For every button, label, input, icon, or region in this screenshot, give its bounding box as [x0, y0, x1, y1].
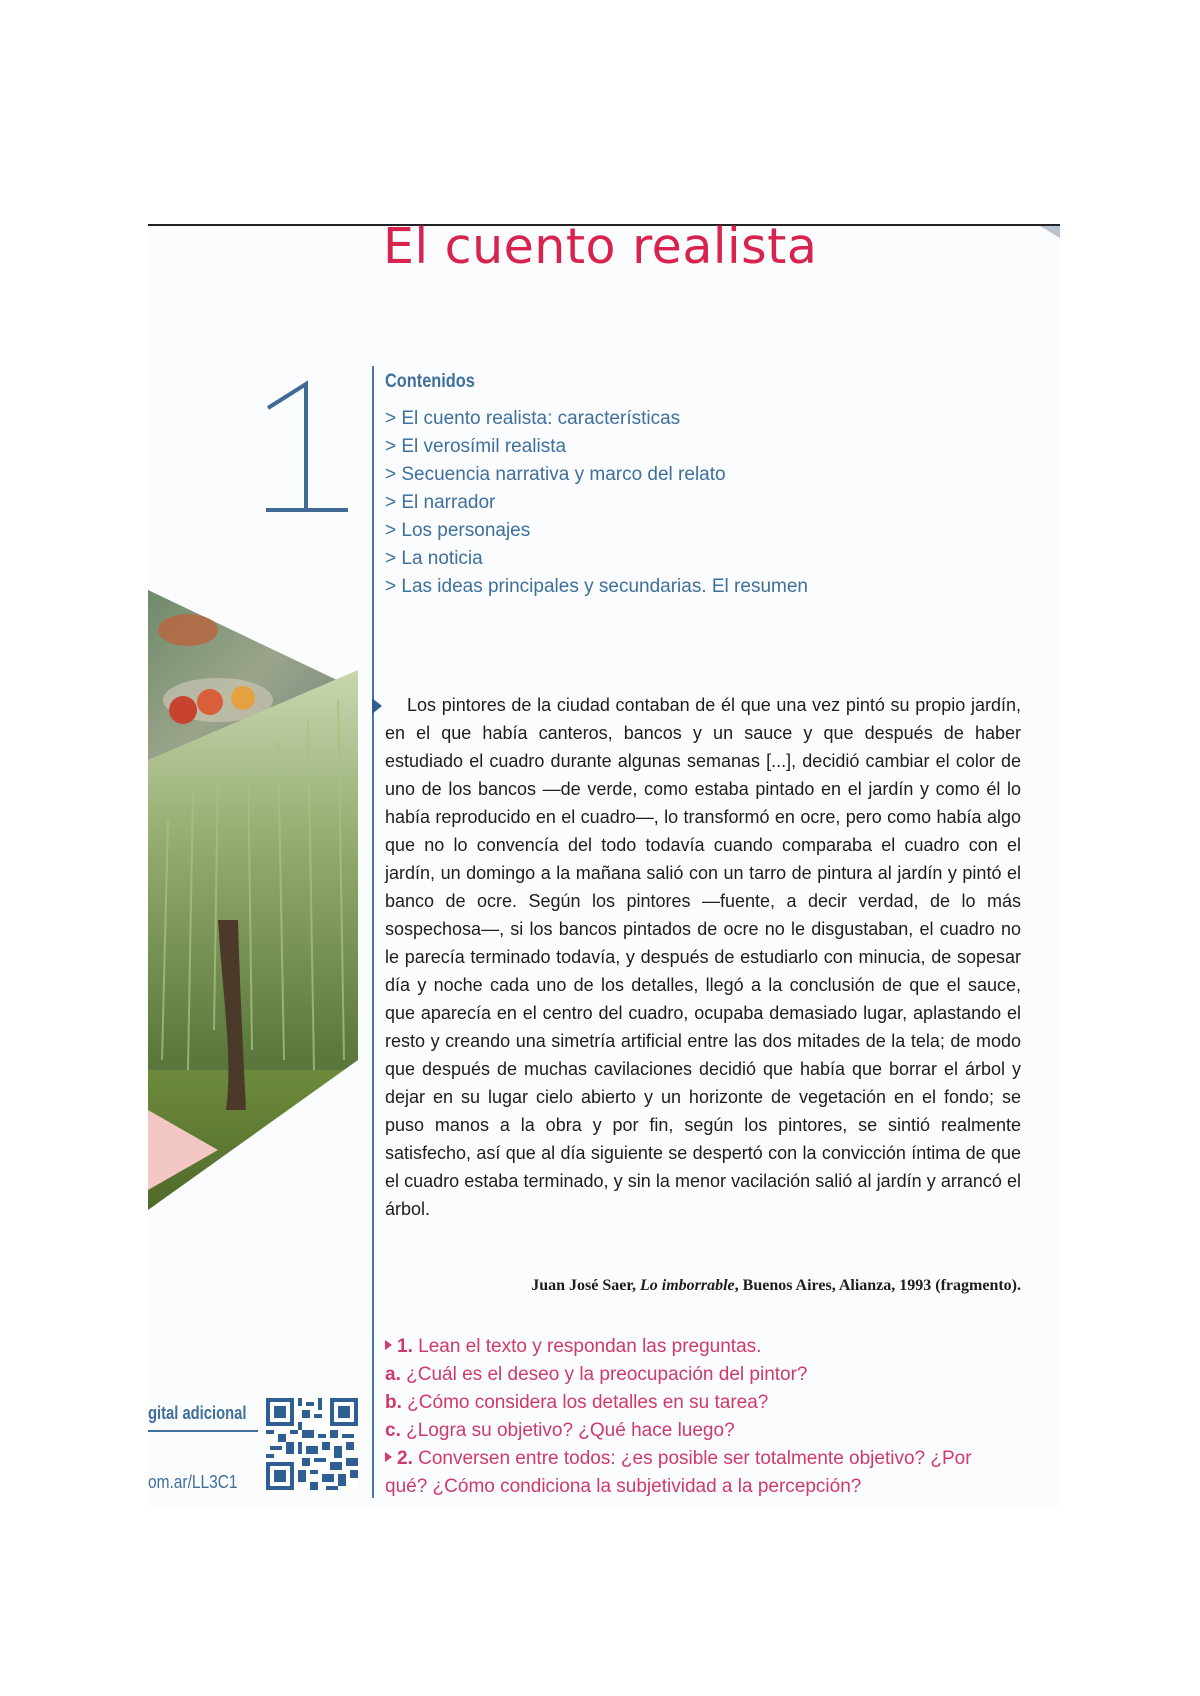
question-number: 1.	[397, 1336, 413, 1357]
story-excerpt: Los pintores de la ciudad contaban de él que una vez pintó su propio jardín, en el que había canteros, bancos y un sauce y que después de haber estudiado el cuadro durante algunas semanas [...], decidió cambiar el color de uno de los bancos —de verde, como estaba pintado en el jardín y como él lo había reproducido en el cuadro—, lo transformó en ocre, pero como había algo que no lo convencía del todo todavía cuando comparaba el cuadro con el jardín, un domingo a la mañana salió con un tarro de pintura al jardín y pintó el banco de ocre. Según los pintores —fuente, a decir verdad, de lo más sospechosa—, si los bancos pintados de ocre no le disgustaban, el cuadro no le parecía terminado todavía, y después de estudiarlo con minucia, de sopesar día y noche cada uno de los detalles, llegó a la conclusión de que el sauce, que aparecía en el centro del cuadro, ocupaba demasiado lugar, aplastando el resto y creando una simetría artificial entre las dos mitades de la tela; de modo que después de muchas cavilaciones decidió que había que borrar el árbol y dejar en su lugar cielo abierto y un horizonte de vegetación en el fondo; se puso manos a la obra y por fin, según los pintores, se sintió realmente satisfecho, así que al día siguiente se despertó con la convicción íntima de que el cuadro estaba terminado, y sin la menor vacilación salió al jardín y arrancó el árbol.	[385, 695, 1021, 1219]
contents-heading: Contenidos	[385, 371, 475, 392]
question	[385, 1445, 1045, 1473]
questions-block	[385, 1333, 1045, 1501]
question-continuation	[385, 1473, 1045, 1501]
corner-tab	[1040, 226, 1060, 238]
question-text: ¿Logra su objetivo? ¿Qué hace luego?	[400, 1420, 735, 1441]
arrow-icon	[385, 1340, 392, 1350]
digital-label: gital adicional	[148, 1403, 247, 1423]
margin-rule	[372, 366, 374, 1498]
question-text: ¿Cuál es el deseo y la preocupación del pintor?	[400, 1364, 808, 1385]
painting-fruit	[169, 696, 197, 724]
question-text: ¿Cómo considera los detalles en su tarea?	[401, 1392, 769, 1413]
qr-code-icon[interactable]	[266, 1398, 358, 1490]
citation-rest: , Buenos Aires, Alianza, 1993 (fragmento).	[734, 1277, 1021, 1294]
question-text: Lean el texto y respondan las preguntas.	[412, 1336, 762, 1357]
question	[385, 1389, 1045, 1417]
painting-fruit	[231, 686, 255, 710]
excerpt-marker	[372, 698, 382, 714]
question-text: qué? ¿Cómo condiciona la subjetividad a la percepción?	[385, 1476, 862, 1497]
contents-item: > El narrador	[385, 492, 496, 513]
chapter-number	[262, 380, 352, 520]
question	[385, 1333, 1045, 1361]
question-letter: a.	[385, 1364, 401, 1385]
contents-item: > Los personajes	[385, 520, 531, 541]
digital-label-underline	[148, 1430, 258, 1432]
question	[385, 1417, 1045, 1445]
contents-item: > Secuencia narrativa y marco del relato	[385, 464, 726, 485]
photo-collage	[148, 590, 358, 1210]
page-title: El cuento realista	[383, 218, 818, 275]
arrow-icon	[385, 1452, 392, 1462]
citation-work: Lo imborrable	[639, 1277, 735, 1294]
citation	[385, 1277, 1021, 1295]
contents-item: > El cuento realista: características	[385, 408, 681, 429]
question	[385, 1361, 1045, 1389]
painting-fruit	[197, 689, 223, 715]
painting-detail	[158, 614, 218, 646]
question-letter: b.	[385, 1392, 402, 1413]
contents-item: > La noticia	[385, 548, 483, 569]
question-number: 2.	[397, 1448, 413, 1469]
contents-box	[385, 371, 1025, 601]
question-letter: c.	[385, 1420, 401, 1441]
contents-list	[385, 405, 1025, 601]
citation-author: Juan José Saer,	[531, 1277, 636, 1294]
contents-item: > El verosímil realista	[385, 436, 567, 457]
question-text: Conversen entre todos: ¿es posible ser totalmente objetivo? ¿Por	[412, 1448, 972, 1469]
digital-url[interactable]: om.ar/LL3C1	[148, 1472, 238, 1492]
chapter-number-glyph	[262, 380, 352, 520]
contents-item: > Las ideas principales y secundarias. El resumen	[385, 576, 808, 597]
